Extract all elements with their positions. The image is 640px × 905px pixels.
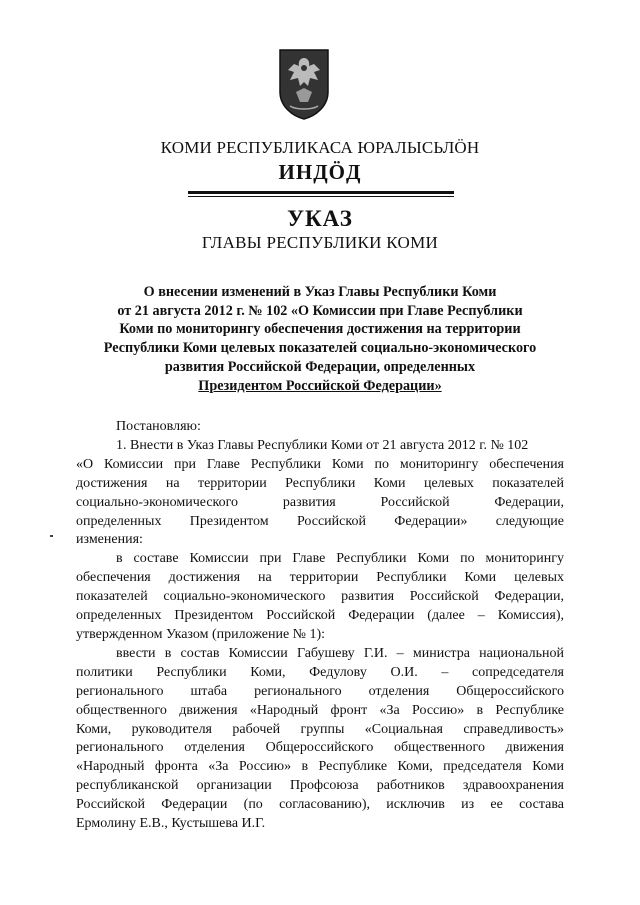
- body-line: в составе Комиссии при Главе Республики Коми по мониторингу: [116, 551, 564, 567]
- margin-mark: [50, 535, 53, 537]
- body-line: Ермолину Е.В., Кустышева И.Г.: [76, 816, 266, 832]
- body-line: 1. Внести в Указ Главы Республики Коми от 21 августа 2012 г. № 102: [116, 437, 529, 453]
- coat-of-arms-icon: [278, 46, 330, 120]
- title-line: Коми по мониторингу обеспечения достижения на территории: [119, 321, 521, 338]
- body-line: показателей социально-экономического развития Российской Федерации,: [76, 589, 564, 605]
- decree-subtitle: ГЛАВЫ РЕСПУБЛИКИ КОМИ: [201, 233, 439, 252]
- body-line: достижения на территории Республики Коми целевых показателей: [76, 475, 564, 491]
- body-line: «Народный фронта «За Россию» в Республике Коми, председателя Коми: [76, 759, 564, 775]
- header-rule-thick: [188, 191, 454, 194]
- body-line: утвержденном Указом (приложение № 1):: [76, 626, 326, 642]
- body-line: обеспечения достижения на территории Республики Коми целевых: [76, 570, 564, 586]
- title-line: Республики Коми целевых показателей социально-экономического: [103, 340, 537, 357]
- republic-header-line: КОМИ РЕСПУБЛИКАСА ЮРАЛЫСЬЛӦН: [160, 138, 480, 157]
- document-title: [90, 283, 550, 395]
- title-line: от 21 августа 2012 г. № 102 «О Комиссии при Главе Республики: [117, 302, 523, 319]
- body-line: определенных Президентом Российской Федерации» следующие: [76, 513, 564, 529]
- body-line: ввести в состав Комиссии Габушеву Г.И. – министра национальной: [116, 645, 564, 661]
- body-line: общественного движения «Народный фронт «За Россию» в Республике: [76, 702, 564, 718]
- header-rule-thin: [188, 196, 454, 197]
- title-line: развития Российской Федерации, определенных: [164, 358, 476, 375]
- title-line: О внесении изменений в Указ Главы Республики Коми: [143, 284, 497, 300]
- decree-title: УКАЗ: [287, 206, 353, 231]
- body-line: изменения:: [76, 532, 143, 548]
- body-line: регионального штаба регионального отделения Общероссийского: [76, 683, 564, 699]
- body-line: республиканской организации Профсоюза работников здравоохранения: [76, 778, 564, 794]
- body-line: «О Комиссии при Главе Республики Коми по мониторингу обеспечения: [76, 456, 564, 472]
- body-line: Российской Федерации (по согласованию), исключив из ее состава: [76, 797, 564, 813]
- document-body: [76, 418, 564, 834]
- indod-heading: ИНДӦД: [278, 160, 362, 184]
- body-line: Постановляю:: [116, 419, 201, 434]
- body-line: регионального отделения Общероссийского общественного движения: [76, 740, 564, 756]
- body-line: политики Республики Коми, Федулову О.И. – сопредседателя: [76, 664, 564, 680]
- body-line: социально-экономического развития Российской Федерации,: [76, 494, 564, 510]
- body-line: Коми, руководителя рабочей группы «Социальная справедливость»: [76, 721, 564, 737]
- body-line: определенных Президентом Российской Федерации (далее – Комиссия),: [76, 608, 564, 624]
- title-line: Президентом Российской Федерации»: [198, 377, 442, 394]
